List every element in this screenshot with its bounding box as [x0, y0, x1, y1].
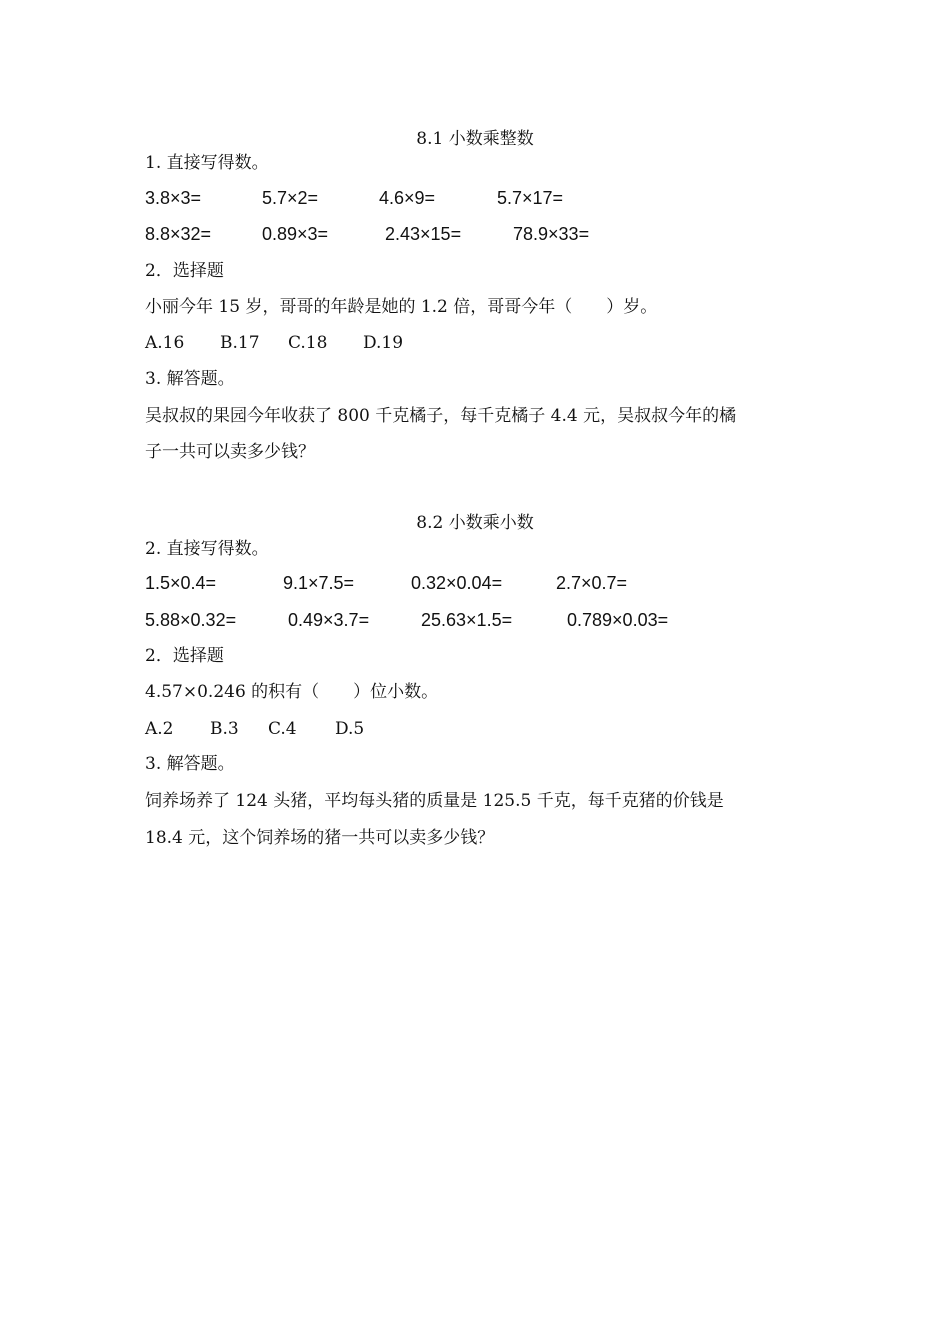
section-2-q1-heading: 2. 直接写得数。: [145, 539, 269, 559]
section-1-q1-heading: 1. 直接写得数。: [145, 153, 269, 173]
section-2-q2-text: 4.57×0.246 的积有（ ）位小数。: [145, 682, 439, 702]
section-1-option-c: C.18: [288, 333, 328, 353]
section-1-row1-item-2: 5.7×2=: [262, 188, 319, 208]
section-1-row2-item-1: 8.8×32=: [145, 224, 212, 244]
section-2-row2-item-2: 0.49×3.7=: [288, 610, 370, 630]
section-1-row1-item-3: 4.6×9=: [379, 188, 436, 208]
section-2-option-c: C.4: [268, 719, 297, 739]
section-2-row2-item-3: 25.63×1.5=: [421, 610, 513, 630]
section-1-option-a: A.16: [145, 333, 185, 353]
section-2-row1-item-3: 0.32×0.04=: [411, 573, 503, 593]
section-1-option-b: B.17: [220, 333, 260, 353]
section-2-option-d: D.5: [335, 719, 365, 739]
section-1-title: 8.1 小数乘整数: [416, 129, 534, 149]
section-2-row1-item-4: 2.7×0.7=: [556, 573, 628, 593]
section-2-q2-heading: 2．选择题: [145, 646, 224, 666]
section-2-row2-item-4: 0.789×0.03=: [567, 610, 669, 630]
section-2-q3-text-line-2: 18.4 元，这个饲养场的猪一共可以卖多少钱？: [145, 828, 495, 848]
section-2-row2-item-1: 5.88×0.32=: [145, 610, 237, 630]
section-1-row2-item-2: 0.89×3=: [262, 224, 329, 244]
section-1-q2-text: 小丽今年 15 岁，哥哥的年龄是她的 1.2 倍，哥哥今年（ ）岁。: [145, 297, 658, 317]
section-2-option-b: B.3: [210, 719, 239, 739]
section-2-row1-item-1: 1.5×0.4=: [145, 573, 217, 593]
section-1-row1-item-1: 3.8×3=: [145, 188, 202, 208]
section-2-q3-heading: 3. 解答题。: [145, 754, 235, 774]
section-1-q3-text-line-2: 子一共可以卖多少钱？: [145, 442, 315, 462]
section-1-row2-item-3: 2.43×15=: [385, 224, 462, 244]
section-2-row1-item-2: 9.1×7.5=: [283, 573, 355, 593]
section-2-option-a: A.2: [145, 719, 174, 739]
section-1-q3-text-line-1: 吴叔叔的果园今年收获了 800 千克橘子，每千克橘子 4.4 元，吴叔叔今年的橘: [145, 406, 737, 426]
section-2-q3-text-line-1: 饲养场养了 124 头猪，平均每头猪的质量是 125.5 千克，每千克猪的价钱是: [145, 791, 724, 811]
section-2-title: 8.2 小数乘小数: [416, 513, 534, 533]
section-1-q3-heading: 3. 解答题。: [145, 369, 235, 389]
section-1-option-d: D.19: [363, 333, 404, 353]
section-1-row1-item-4: 5.7×17=: [497, 188, 564, 208]
section-1-q2-heading: 2．选择题: [145, 261, 224, 281]
section-1-row2-item-4: 78.9×33=: [513, 224, 590, 244]
